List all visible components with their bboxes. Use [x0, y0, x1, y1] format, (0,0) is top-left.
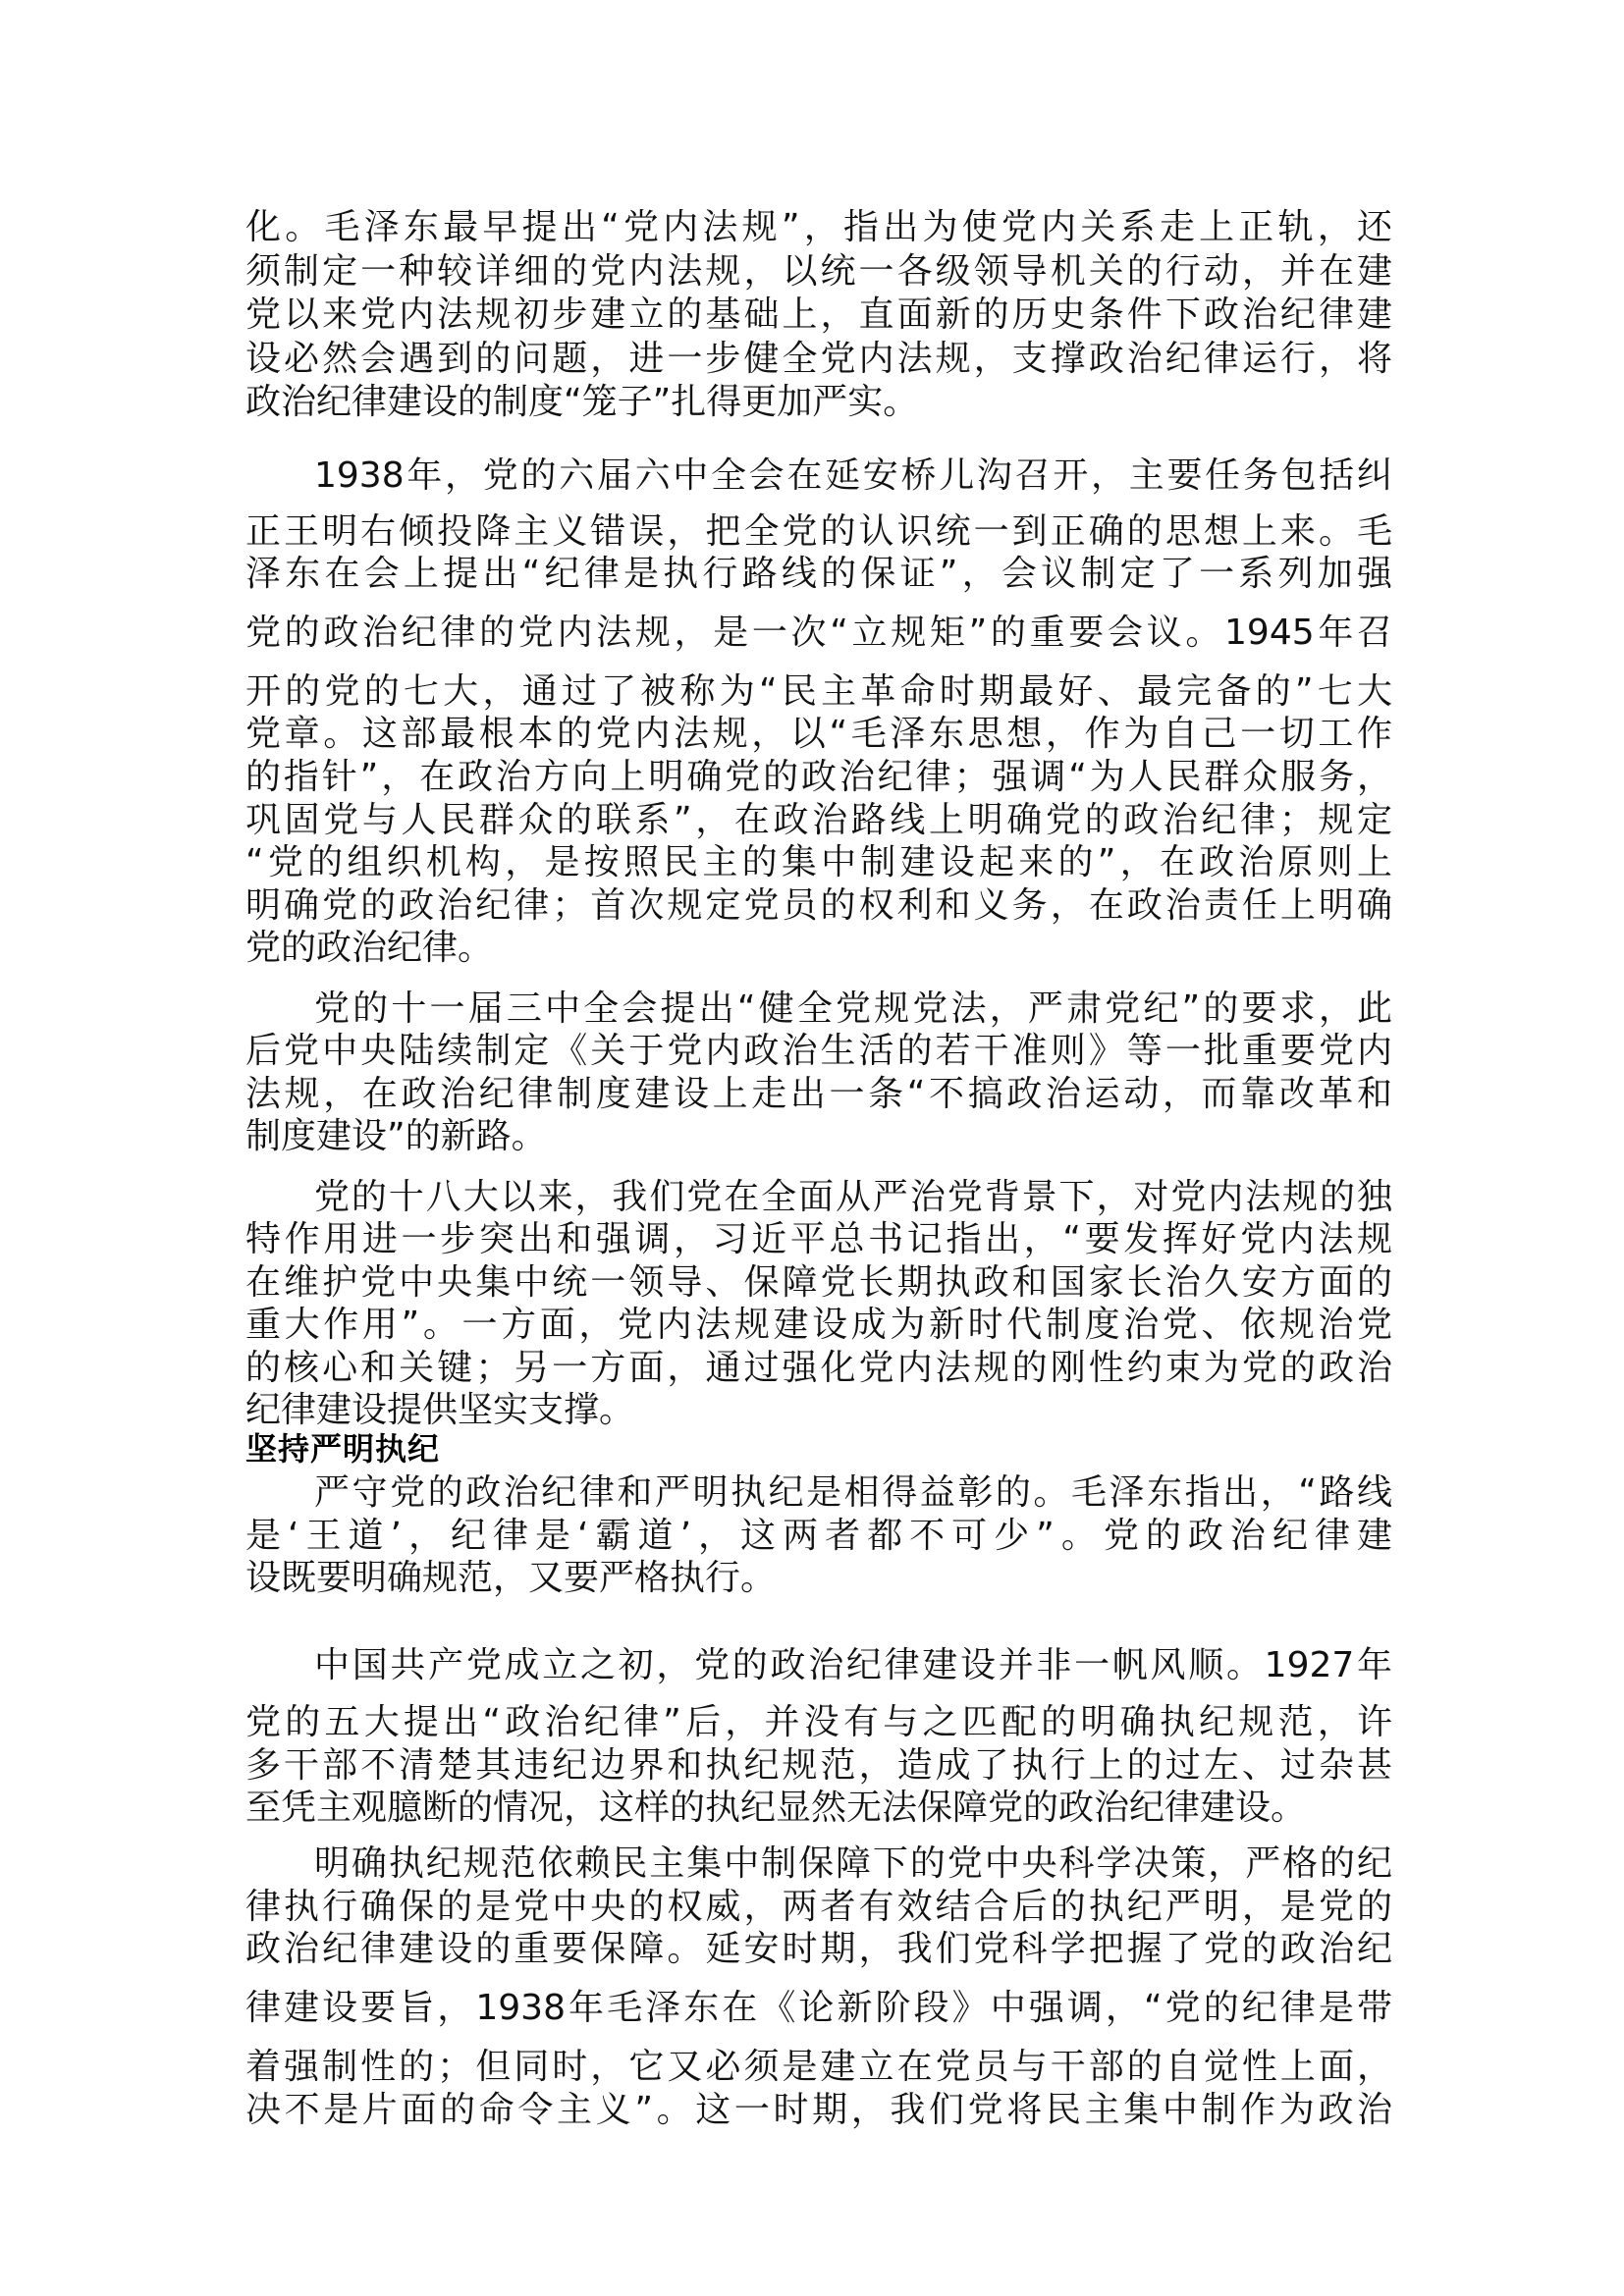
text-line: 严守党的政治纪律和严明执纪是相得益彰的。毛泽东指出，“路线: [314, 1472, 1392, 1513]
text-line: 正王明右倾投降主义错误，把全党的认识统一到正确的思想上来。毛: [245, 511, 1392, 552]
text-line: 多干部不清楚其违纪边界和执纪规范，造成了执行上的过左、过杂甚: [245, 1745, 1392, 1786]
text-line: 重大作用”。一方面，党内法规建设成为新时代制度治党、依规治党: [245, 1305, 1392, 1345]
text-line: 法规，在政治纪律制度建设上走出一条“不搞政治运动，而靠改革和: [245, 1074, 1392, 1114]
text-line: 律执行确保的是党中央的权威，两者有效结合后的执纪严明，是党的: [245, 1887, 1392, 1927]
text-line: 的指针”，在政治方向上明确党的政治纪律；强调“为人民群众服务，: [245, 757, 1392, 797]
text-line: 党的政治纪律。: [245, 928, 494, 968]
text-line: 须制定一种较详细的党内法规，以统一各级领导机关的行动，并在建: [245, 251, 1392, 292]
text-line: 的核心和关键；另一方面，通过强化党内法规的刚性约束为党的政治: [245, 1348, 1392, 1388]
text-line: 党的政治纪律的党内法规，是一次“立规矩”的重要会议。1945年召: [245, 613, 1392, 653]
text-line: 特作用进一步突出和强调，习近平总书记指出，“要发挥好党内法规: [245, 1219, 1392, 1259]
text-line: 纪律建设提供坚实支撑。: [245, 1390, 635, 1430]
text-line: “党的组织机构，是按照民主的集中制建设起来的”，在政治原则上: [245, 842, 1392, 882]
text-line: 后党中央陆续制定《关于党内政治生活的若干准则》等一批重要党内: [245, 1031, 1392, 1071]
text-line: 政治纪律建设的重要保障。延安时期，我们党科学把握了党的政治纪: [245, 1929, 1392, 1969]
section-heading: 坚持严明执纪: [245, 1430, 441, 1468]
text-line: 党的十一届三中全会提出“健全党规党法，严肃党纪”的要求，此: [314, 988, 1392, 1029]
text-line: 设必然会遇到的问题，进一步健全党内法规，支撑政治纪律运行，将: [245, 339, 1392, 379]
text-line: 党的十八大以来，我们党在全面从严治党背景下，对党内法规的独: [314, 1177, 1392, 1217]
text-line: 至凭主观臆断的情况，这样的执纪显然无法保障党的政治纪律建设。: [245, 1788, 1307, 1828]
text-line: 着强制性的；但同时，它又必须是建立在党员与干部的自觉性上面，: [245, 2047, 1392, 2087]
text-line: 是‘王道’，纪律是‘霸道’，这两者都不可少”。党的政治纪律建: [245, 1516, 1392, 1556]
text-line: 在维护党中央集中统一领导、保障党长期执政和国家长治久安方面的: [245, 1262, 1392, 1303]
text-line: 律建设要旨，1938年毛泽东在《论新阶段》中强调，“党的纪律是带: [245, 1988, 1392, 2028]
text-line: 开的党的七大，通过了被称为“民主革命时期最好、最完备的”七大: [245, 671, 1392, 712]
text-line: 化。毛泽东最早提出“党内法规”，指出为使党内关系走上正轨，还: [245, 207, 1392, 247]
text-line: 决不是片面的命令主义”。这一时期，我们党将民主集中制作为政治: [245, 2090, 1392, 2130]
text-line: 政治纪律建设的制度“笼子”扎得更加严实。: [245, 382, 919, 422]
text-line: 巩固党与人民群众的联系”，在政治路线上明确党的政治纪律；规定: [245, 800, 1392, 840]
text-line: 明确执纪规范依赖民主集中制保障下的党中央科学决策，严格的纪: [314, 1843, 1392, 1884]
text-line: 泽东在会上提出“纪律是执行路线的保证”，会议制定了一系列加强: [245, 554, 1392, 594]
text-line: 1938年，党的六届六中全会在延安桥儿沟召开，主要任务包括纠: [314, 455, 1392, 496]
text-line: 设既要明确规范，又要严格执行。: [245, 1558, 777, 1598]
text-line: 明确党的政治纪律；首次规定党员的权利和义务，在政治责任上明确: [245, 885, 1392, 926]
text-line: 中国共产党成立之初，党的政治纪律建设并非一帆风顺。1927年: [314, 1645, 1392, 1685]
text-line: 党的五大提出“政治纪律”后，并没有与之匹配的明确执纪规范，许: [245, 1702, 1392, 1742]
text-line: 制度建设”的新路。: [245, 1116, 547, 1156]
text-line: 党以来党内法规初步建立的基础上，直面新的历史条件下政治纪律建: [245, 294, 1392, 335]
text-line: 党章。这部最根本的党内法规，以“毛泽东思想，作为自己一切工作: [245, 714, 1392, 754]
